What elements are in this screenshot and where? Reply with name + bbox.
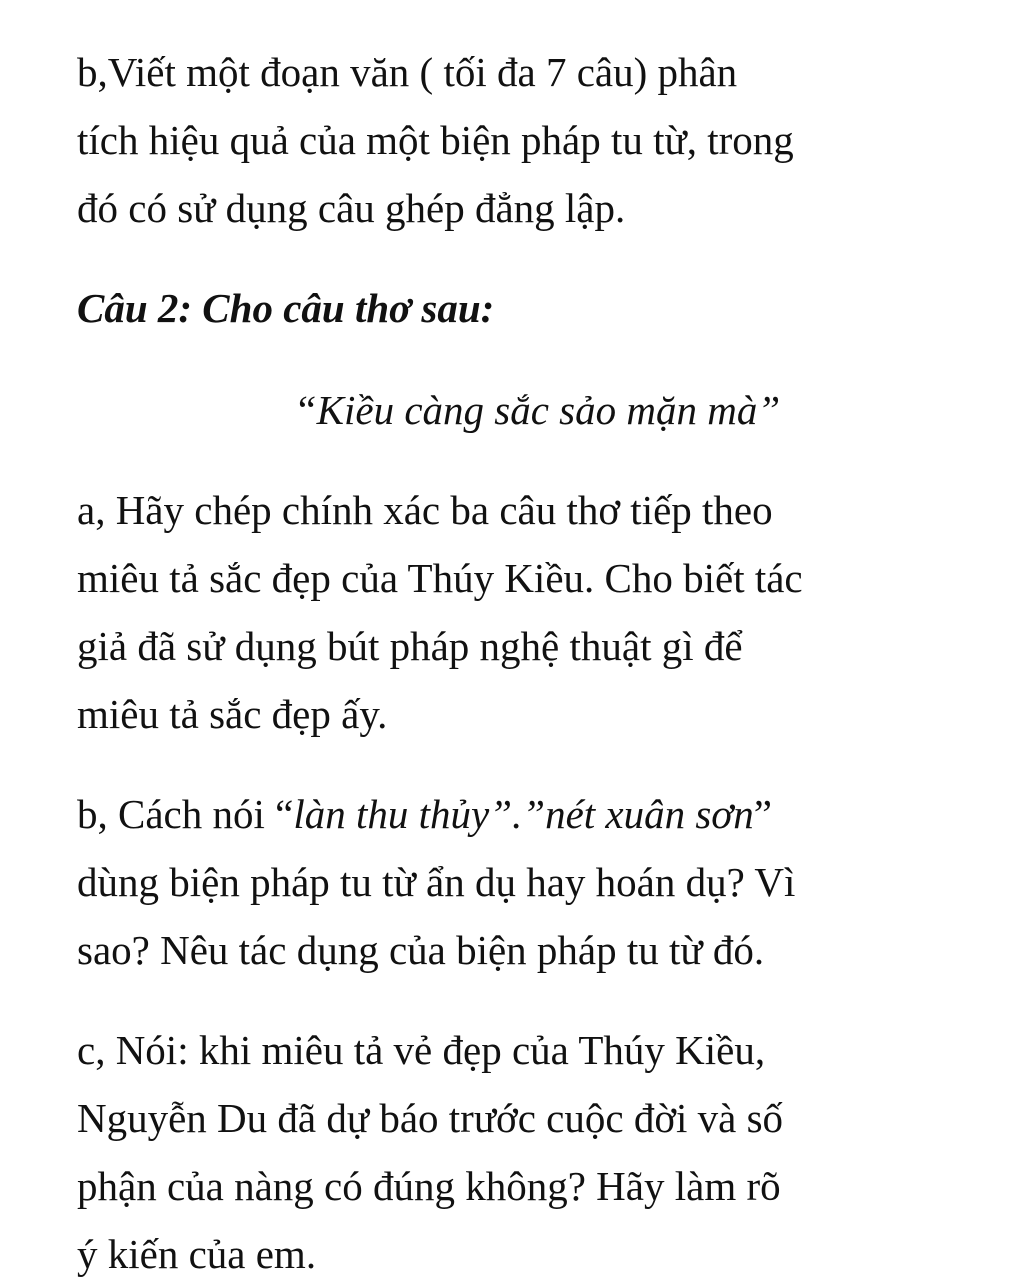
question-2c-paragraph <box>77 1016 977 1288</box>
text-run: b, Cách nói “ <box>77 791 294 837</box>
text-line: sao? Nêu tác dụng của biện pháp tu từ đó. <box>77 927 765 973</box>
text-line <box>77 780 977 848</box>
document-page <box>77 38 977 1288</box>
question-1b-paragraph <box>77 38 977 242</box>
text-line: a, Hãy chép chính xác ba câu thơ tiếp theo <box>77 487 773 533</box>
text-line: miêu tả sắc đẹp của Thúy Kiều. Cho biết tác <box>77 555 803 601</box>
question-2-heading: Câu 2: Cho câu thơ sau: <box>77 285 495 331</box>
text-line: đó có sử dụng câu ghép đẳng lập. <box>77 185 626 231</box>
text-line: dùng biện pháp tu từ ẩn dụ hay hoán dụ? Vì <box>77 859 796 905</box>
text-line: tích hiệu quả của một biện pháp tu từ, trong <box>77 117 794 163</box>
text-line: giả đã sử dụng bút pháp nghệ thuật gì để <box>77 623 743 669</box>
text-line: phận của nàng có đúng không? Hãy làm rõ <box>77 1163 781 1209</box>
question-2a-paragraph <box>77 476 977 748</box>
text-line: b,Viết một đoạn văn ( tối đa 7 câu) phân <box>77 49 738 95</box>
text-line: c, Nói: khi miêu tả vẻ đẹp của Thúy Kiều, <box>77 1027 766 1073</box>
question-2b-paragraph <box>77 780 977 984</box>
text-run: ” <box>753 791 772 837</box>
italic-phrase: làn thu thủy”.”nét xuân sơn <box>293 791 754 837</box>
verse-quote: “Kiều càng sắc sảo mặn mà” <box>293 387 781 433</box>
text-line: ý kiến của em. <box>77 1231 317 1277</box>
text-line: Nguyễn Du đã dự báo trước cuộc đời và số <box>77 1095 784 1141</box>
text-line: miêu tả sắc đẹp ấy. <box>77 691 388 737</box>
